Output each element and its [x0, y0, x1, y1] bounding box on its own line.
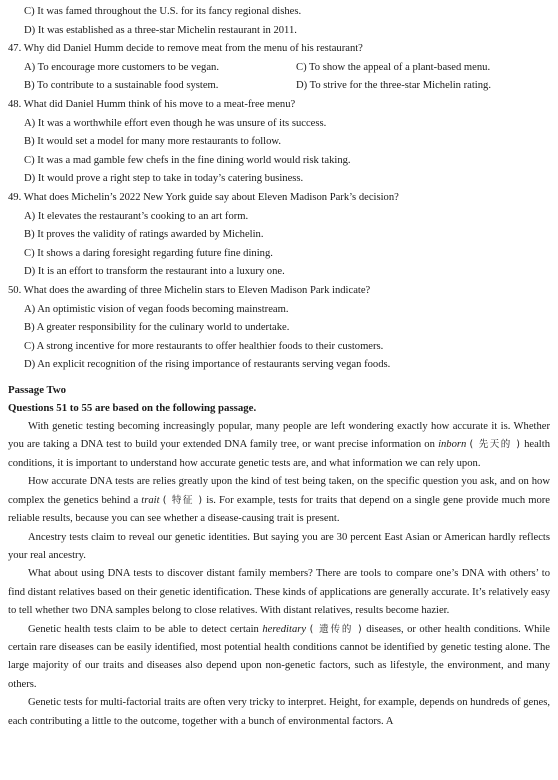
gloss-trait: ( 特征 ) — [162, 494, 204, 506]
q47-option-a: A) To encourage more customers to be vegan. — [24, 61, 219, 73]
q49-option-d: D) It is an effort to transform the restaurant into a luxury one. — [24, 266, 285, 278]
q49-option-a: A) It elevates the restaurant’s cooking to an art form. — [24, 210, 249, 222]
q48-stem: 48. What did Daniel Humm think of his move to a meat-free menu? — [8, 98, 296, 110]
q48-option-c: C) It was a mad gamble few chefs in the fine dining world would risk taking. — [24, 154, 351, 166]
q47-options-row-1 — [8, 59, 550, 78]
gloss-inborn: ( 先天的 ) — [469, 439, 521, 451]
term-hereditary: hereditary — [262, 623, 307, 635]
q50-stem: 50. What does the awarding of three Michelin stars to Eleven Madison Park indicate? — [8, 284, 371, 296]
paragraph-1-text-b: health conditions, it is important to understand how accurate genetic tests are, and what information we can rely upon. — [8, 439, 550, 469]
passage-title: Passage Two — [8, 383, 67, 396]
paragraph-5-text-b: diseases, or other health conditions. While certain rare diseases can be easily identified, most potential health conditions cannot be identified by genetic testing alone. The large majority of our traits and diseases also depend upon non-genetic factors, such as lifestyle, the environment, and many others. — [8, 623, 551, 690]
paragraph-6: Genetic tests for multi-factorial traits are often very tricky to interpret. Height, for example, depends on hundreds of genes, each contributing a little to the outcome, together with a bunch of environmental factors. A — [8, 697, 550, 727]
paragraph-1 — [8, 418, 550, 473]
paragraph-2-text-a: How accurate DNA tests are relies greatly upon the kind of test being taken, on the specific question you ask, and on how complex the genetics behind a — [8, 476, 550, 506]
q48-option-b: B) It would set a model for many more restaurants to follow. — [24, 136, 282, 148]
q47-options-row-2 — [8, 77, 550, 96]
paragraph-5 — [8, 621, 550, 695]
paragraph-5-text-a: Genetic health tests claim to be able to detect certain — [28, 623, 263, 635]
q48-option-a: A) It was a worthwhile effort even though he was unsure of its success. — [24, 117, 327, 129]
q47-stem: 47. Why did Daniel Humm decide to remove meat from the menu of his restaurant? — [8, 43, 363, 55]
q48-option-d: D) It would prove a right step to take in today’s catering business. — [24, 173, 304, 185]
q46-option-d: D) It was established as a three-star Michelin restaurant in 2011. — [24, 24, 297, 36]
q50-option-a: A) An optimistic vision of vegan foods becoming mainstream. — [24, 303, 289, 315]
q50-option-d: D) An explicit recognition of the rising importance of restaurants serving vegan foods. — [24, 359, 391, 371]
term-trait: trait — [141, 494, 160, 506]
paragraph-1-text-a: With genetic testing becoming increasingly popular, many people are left wondering exactly how accurate it is. Whether you are taking a DNA test to build your extended DNA family tree, or want precise information on — [8, 421, 550, 451]
q49-stem: 49. What does Michelin’s 2022 New York guide say about Eleven Madison Park’s decision? — [8, 191, 399, 203]
q47-option-b: B) To contribute to a sustainable food system. — [24, 80, 219, 92]
q47-option-c: C) To show the appeal of a plant-based menu. — [296, 61, 491, 73]
q46-option-c: C) It was famed throughout the U.S. for its fancy regional dishes. — [24, 6, 302, 17]
paragraph-3: Ancestry tests claim to reveal our genetic identities. But saying you are 30 percent East Asian or American hardly reflects your real ancestry. — [8, 531, 550, 561]
q49-option-c: C) It shows a daring foresight regarding future fine dining. — [24, 247, 273, 259]
passage-instruction: Questions 51 to 55 are based on the following passage. — [8, 402, 257, 415]
paragraph-2-text-b: is. For example, tests for traits that depend on a single gene provide much more reliable results, because you can see whether a disease-causing trait is present. — [8, 494, 551, 525]
term-inborn: inborn — [438, 439, 467, 451]
paragraph-2 — [8, 473, 550, 528]
q50-option-c: C) A strong incentive for more restaurants to offer healthier foods to their customers. — [24, 340, 384, 352]
paragraph-4: What about using DNA tests to discover distant family members? There are tools to compare one’s DNA with others’ to find distant relatives based on their genetic identification. These kinds of applications are generally accurate. It’s relatively easy to tell whether two DNA samples belong to close relatives. With distant relatives, results become hazier. — [8, 568, 550, 617]
q47-option-d: D) To strive for the three-star Michelin rating. — [296, 80, 491, 92]
gloss-hereditary: ( 遗传的 ) — [309, 623, 363, 635]
q49-option-b: B) It proves the validity of ratings awarded by Michelin. — [24, 229, 264, 241]
q50-option-b: B) A greater responsibility for the culinary world to undertake. — [24, 322, 290, 334]
